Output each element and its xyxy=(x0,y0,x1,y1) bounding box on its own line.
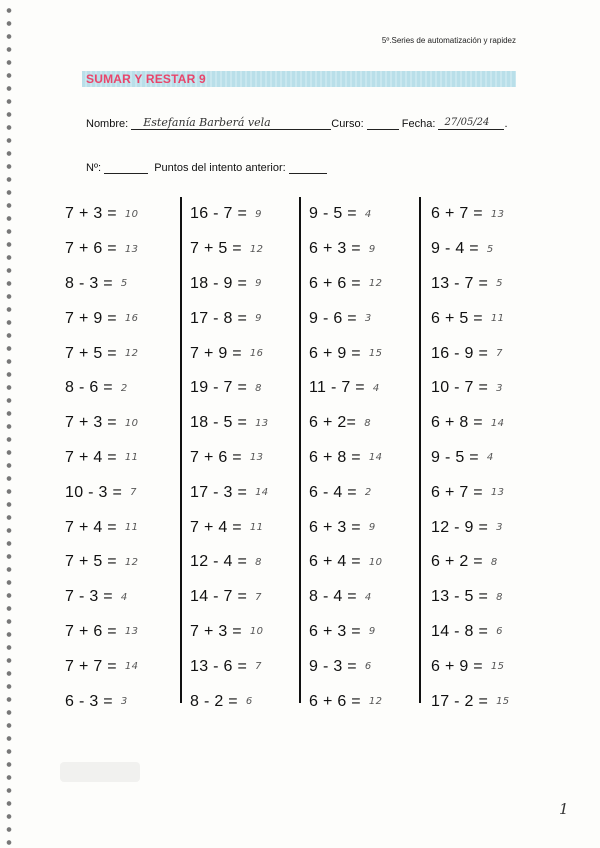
exercise-row xyxy=(309,475,419,510)
handwritten-answer: 15 xyxy=(496,696,510,708)
handwritten-answer: 8 xyxy=(496,591,503,603)
handwritten-answer: 14 xyxy=(368,452,383,464)
exercise-question: 7 + 5 = xyxy=(65,344,117,362)
exercise-row xyxy=(65,301,180,336)
exercise-question: 9 - 5 = xyxy=(431,448,479,466)
exercise-row xyxy=(309,232,419,267)
exercise-question: 12 - 4 = xyxy=(190,553,248,571)
exercise-row xyxy=(190,406,299,441)
exercise-row xyxy=(309,406,419,441)
handwritten-answer: 4 xyxy=(364,591,372,603)
handwritten-answer: 14 xyxy=(124,661,139,673)
exercise-row xyxy=(309,441,419,476)
exercise-column-3 xyxy=(299,197,419,710)
handwritten-answer: 13 xyxy=(490,208,505,220)
handwritten-answer: 11 xyxy=(124,522,139,534)
exercise-row xyxy=(190,232,299,267)
series-title: 5º.Series de automatización y rapidez xyxy=(381,36,516,45)
exercise-question: 7 + 6 = xyxy=(65,622,117,640)
student-info-line: Nombre: Estefanía Barberá vela Curso: Fecha: 27/05/24 . xyxy=(86,116,508,130)
exercise-row xyxy=(65,615,180,650)
exercise-question: 11 - 7 = xyxy=(309,379,365,397)
handwritten-answer: 7 xyxy=(255,661,262,673)
handwritten-answer: 7 xyxy=(496,348,503,360)
date-value: 27/05/24 xyxy=(444,117,490,128)
exercise-row xyxy=(431,267,535,302)
exercise-question: 10 - 7 = xyxy=(431,379,489,397)
handwritten-answer: 11 xyxy=(124,452,139,464)
exercise-question: 18 - 5 = xyxy=(190,414,248,432)
exercise-row xyxy=(190,336,299,371)
exercise-row xyxy=(431,232,535,267)
exercise-question: 9 - 3 = xyxy=(309,657,357,675)
exercise-question: 6 - 4 = xyxy=(309,483,357,501)
exercise-question: 7 + 5 = xyxy=(65,553,117,571)
exercise-question: 7 + 9 = xyxy=(65,309,117,327)
handwritten-answer: 8 xyxy=(490,556,498,568)
exercise-question: 6 - 3 = xyxy=(65,692,113,710)
date-field xyxy=(438,116,504,130)
points-field xyxy=(289,160,327,174)
handwritten-answer: 12 xyxy=(249,243,264,255)
handwritten-answer: 4 xyxy=(120,591,128,603)
exercise-row xyxy=(65,406,180,441)
handwritten-answer: 9 xyxy=(368,626,376,638)
exercise-row xyxy=(190,615,299,650)
handwritten-answer: 12 xyxy=(368,278,383,290)
exercise-row xyxy=(190,545,299,580)
handwritten-answer: 4 xyxy=(486,452,494,464)
exercise-question: 6 + 5 = xyxy=(431,309,483,327)
course-label: Curso: xyxy=(331,118,364,130)
exercise-row xyxy=(65,232,180,267)
exercise-row xyxy=(190,580,299,615)
exercise-question: 13 - 7 = xyxy=(431,274,489,292)
page-number: 1 xyxy=(559,800,569,818)
name-value: Estefanía Barberá vela xyxy=(143,116,271,129)
exercise-row xyxy=(190,371,299,406)
exercise-row xyxy=(431,406,535,441)
exercise-row xyxy=(65,649,180,684)
exercise-row xyxy=(190,441,299,476)
exercise-row xyxy=(309,684,419,719)
handwritten-answer: 9 xyxy=(255,313,262,325)
exercise-question: 17 - 8 = xyxy=(190,309,248,327)
handwritten-answer: 13 xyxy=(249,452,264,464)
exercise-row xyxy=(309,267,419,302)
handwritten-answer: 6 xyxy=(245,696,253,708)
handwritten-answer: 9 xyxy=(368,243,376,255)
exercise-question: 6 + 7 = xyxy=(431,205,483,223)
exercise-row xyxy=(190,649,299,684)
handwritten-answer: 13 xyxy=(490,487,505,499)
exercise-question: 13 - 6 = xyxy=(190,657,248,675)
name-field xyxy=(131,116,331,130)
exercise-question: 7 + 6 = xyxy=(190,448,242,466)
handwritten-answer: 2 xyxy=(120,382,128,394)
exercise-question: 17 - 2 = xyxy=(431,692,489,710)
handwritten-answer: 9 xyxy=(255,208,262,220)
exercise-row xyxy=(309,545,419,580)
handwritten-answer: 12 xyxy=(124,348,139,360)
exercise-question: 6 + 8 = xyxy=(309,448,361,466)
exercise-row xyxy=(431,649,535,684)
exercise-question: 16 - 9 = xyxy=(431,344,489,362)
exercise-question: 8 - 2 = xyxy=(190,692,238,710)
handwritten-answer: 15 xyxy=(490,661,505,673)
exercise-question: 9 - 6 = xyxy=(309,309,357,327)
exercise-row xyxy=(431,580,535,615)
exercise-question: 6 + 7 = xyxy=(431,483,483,501)
exercise-row xyxy=(65,441,180,476)
faded-mark xyxy=(60,762,140,782)
handwritten-answer: 13 xyxy=(255,417,269,429)
handwritten-answer: 7 xyxy=(255,591,262,603)
exercise-row xyxy=(190,684,299,719)
exercise-question: 6 + 4 = xyxy=(309,553,361,571)
points-label: Puntos del intento anterior: xyxy=(154,162,286,174)
exercise-question: 14 - 7 = xyxy=(190,588,248,606)
exercise-row xyxy=(309,371,419,406)
exercise-row xyxy=(190,510,299,545)
exercise-row xyxy=(65,545,180,580)
exercise-question: 6 + 9 = xyxy=(431,657,483,675)
course-field xyxy=(367,116,399,130)
exercise-question: 7 + 3 = xyxy=(190,622,242,640)
handwritten-answer: 5 xyxy=(120,278,128,290)
handwritten-answer: 10 xyxy=(124,208,139,220)
handwritten-answer: 6 xyxy=(496,626,503,638)
exercise-row xyxy=(65,684,180,719)
handwritten-answer: 7 xyxy=(130,487,137,499)
exercise-row xyxy=(431,301,535,336)
exercise-row xyxy=(431,615,535,650)
handwritten-answer: 14 xyxy=(490,417,505,429)
exercise-row xyxy=(431,510,535,545)
exercise-question: 16 - 7 = xyxy=(190,205,248,223)
exercise-question: 7 + 9 = xyxy=(190,344,242,362)
exercise-question: 6 + 6 = xyxy=(309,274,361,292)
exercise-question: 7 + 4 = xyxy=(65,518,117,536)
exercise-column-1 xyxy=(65,197,180,710)
exercise-row xyxy=(65,336,180,371)
handwritten-answer: 3 xyxy=(496,522,503,534)
exercise-row xyxy=(309,615,419,650)
exercise-question: 7 + 6 = xyxy=(65,240,117,258)
exercise-question: 13 - 5 = xyxy=(431,588,489,606)
exercise-grid xyxy=(65,197,535,710)
exercise-question: 7 + 4 = xyxy=(190,518,242,536)
exercise-row xyxy=(190,267,299,302)
exercise-row xyxy=(190,475,299,510)
exercise-row xyxy=(431,475,535,510)
handwritten-answer: 8 xyxy=(255,556,262,568)
handwritten-answer: 4 xyxy=(372,382,380,394)
exercise-row xyxy=(431,197,535,232)
exercise-question: 17 - 3 = xyxy=(190,483,248,501)
exercise-question: 8 - 4 = xyxy=(309,588,357,606)
exercise-row xyxy=(309,197,419,232)
number-label: Nº: xyxy=(86,162,102,174)
handwritten-answer: 2 xyxy=(364,487,372,499)
handwritten-answer: 8 xyxy=(364,417,371,429)
exercise-question: 7 - 3 = xyxy=(65,588,113,606)
exercise-row xyxy=(65,510,180,545)
handwritten-answer: 9 xyxy=(255,278,262,290)
exercise-row xyxy=(65,197,180,232)
exercise-question: 6 + 2= xyxy=(309,414,357,432)
handwritten-answer: 13 xyxy=(124,243,139,255)
number-field xyxy=(104,160,148,174)
exercise-column-4 xyxy=(419,197,535,710)
handwritten-answer: 3 xyxy=(120,696,128,708)
exercise-question: 12 - 9 = xyxy=(431,518,489,536)
handwritten-answer: 5 xyxy=(486,243,494,255)
binder-holes xyxy=(2,0,16,848)
handwritten-answer: 11 xyxy=(490,313,505,325)
handwritten-answer: 16 xyxy=(124,313,139,325)
exercise-row xyxy=(65,475,180,510)
handwritten-answer: 11 xyxy=(249,522,264,534)
exercise-row xyxy=(65,267,180,302)
date-label: Fecha: xyxy=(401,118,436,130)
exercise-question: 6 + 3 = xyxy=(309,518,361,536)
exercise-question: 8 - 6 = xyxy=(65,379,113,397)
handwritten-answer: 5 xyxy=(496,278,503,290)
exercise-row xyxy=(309,580,419,615)
exercise-question: 7 + 3 = xyxy=(65,414,117,432)
handwritten-answer: 10 xyxy=(368,556,383,568)
handwritten-answer: 12 xyxy=(368,696,383,708)
exercise-question: 7 + 4 = xyxy=(65,448,117,466)
exercise-row xyxy=(431,371,535,406)
handwritten-answer: 13 xyxy=(124,626,139,638)
handwritten-answer: 3 xyxy=(496,382,503,394)
handwritten-answer: 12 xyxy=(124,556,139,568)
exercise-question: 8 - 3 = xyxy=(65,274,113,292)
exercise-question: 7 + 7 = xyxy=(65,657,117,675)
exercise-row xyxy=(190,197,299,232)
exercise-question: 6 + 3 = xyxy=(309,240,361,258)
exercise-question: 14 - 8 = xyxy=(431,622,489,640)
exercise-question: 7 + 3 = xyxy=(65,205,117,223)
exercise-question: 10 - 3 = xyxy=(65,483,123,501)
exercise-question: 9 - 4 = xyxy=(431,240,479,258)
name-label: Nombre: xyxy=(86,118,129,130)
exercise-question: 19 - 7 = xyxy=(190,379,248,397)
exercise-question: 6 + 6 = xyxy=(309,692,361,710)
exercise-question: 9 - 5 = xyxy=(309,205,357,223)
handwritten-answer: 16 xyxy=(249,348,264,360)
handwritten-answer: 6 xyxy=(364,661,372,673)
exercise-row xyxy=(431,441,535,476)
attempt-info-line xyxy=(86,160,327,174)
exercise-row xyxy=(431,684,535,719)
exercise-question: 7 + 5 = xyxy=(190,240,242,258)
handwritten-answer: 10 xyxy=(249,626,264,638)
handwritten-answer: 8 xyxy=(255,382,262,394)
worksheet-title: SUMAR Y RESTAR 9 xyxy=(86,72,206,86)
exercise-row xyxy=(309,510,419,545)
exercise-row xyxy=(431,336,535,371)
exercise-row xyxy=(431,545,535,580)
exercise-question: 6 + 3 = xyxy=(309,622,361,640)
exercise-row xyxy=(65,580,180,615)
exercise-row xyxy=(190,301,299,336)
exercise-question: 6 + 2 = xyxy=(431,553,483,571)
handwritten-answer: 4 xyxy=(364,208,372,220)
title-banner xyxy=(82,71,516,87)
exercise-question: 18 - 9 = xyxy=(190,274,248,292)
handwritten-answer: 14 xyxy=(255,487,269,499)
handwritten-answer: 15 xyxy=(368,348,383,360)
exercise-question: 6 + 9 = xyxy=(309,344,361,362)
handwritten-answer: 10 xyxy=(124,417,139,429)
handwritten-answer: 9 xyxy=(368,522,376,534)
exercise-row xyxy=(309,301,419,336)
exercise-row xyxy=(309,336,419,371)
exercise-row xyxy=(65,371,180,406)
exercise-question: 6 + 8 = xyxy=(431,414,483,432)
handwritten-answer: 3 xyxy=(364,313,372,325)
exercise-row xyxy=(309,649,419,684)
exercise-column-2 xyxy=(180,197,299,710)
